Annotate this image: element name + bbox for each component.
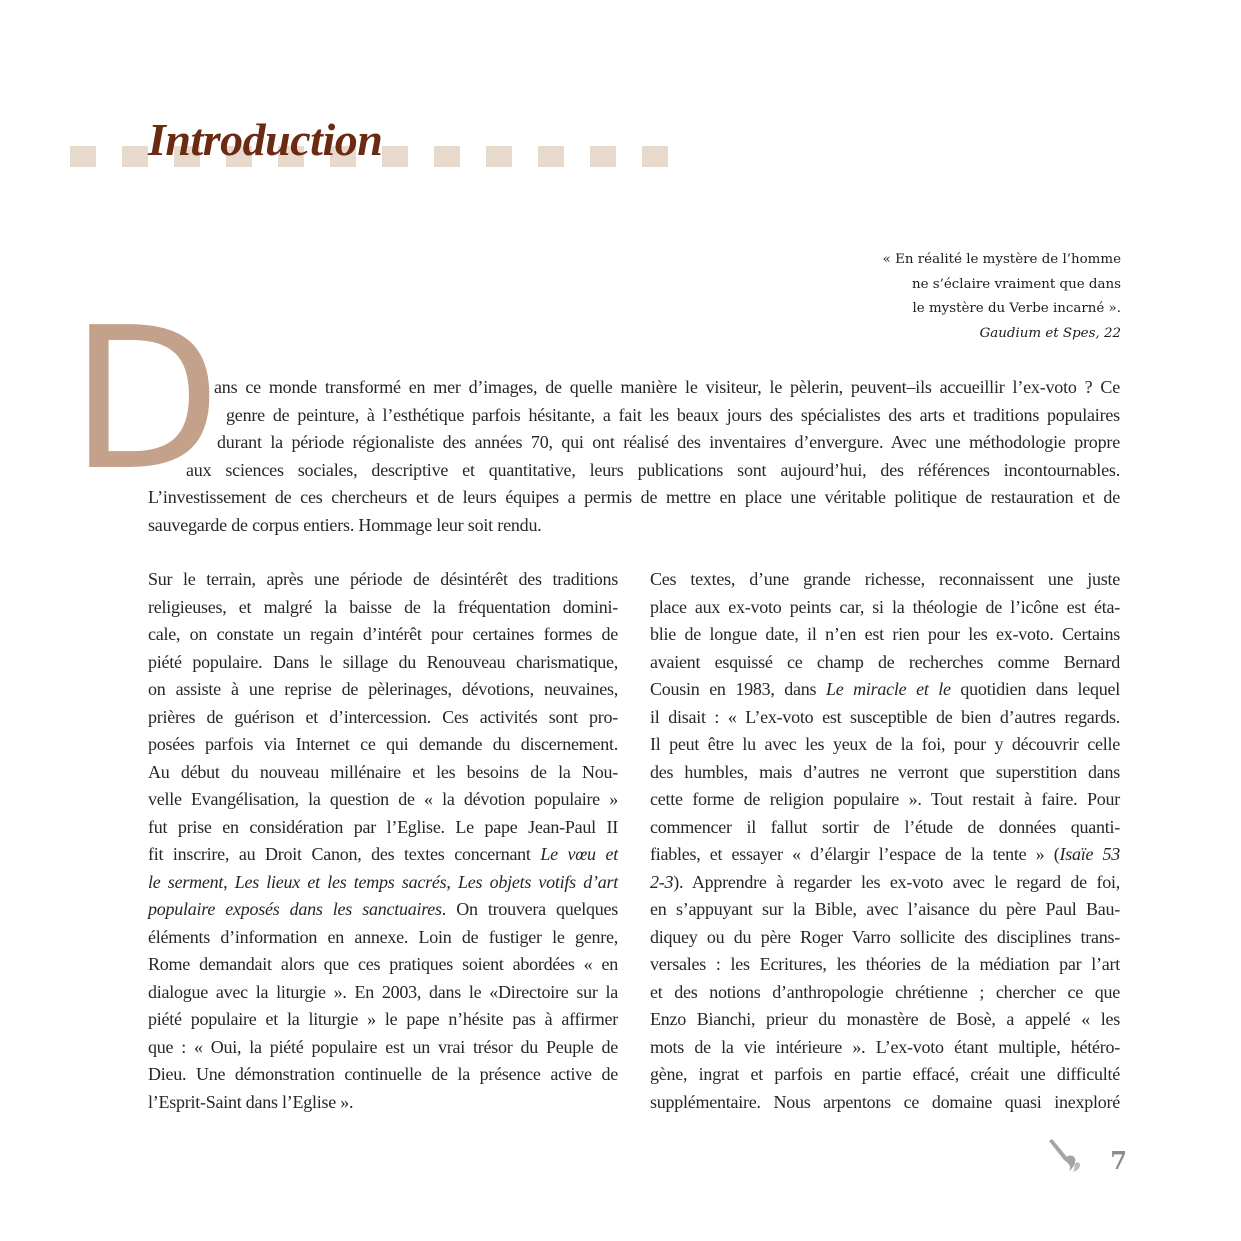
- text-line: Au début du nouveau millénaire et les besoins de la Nou-: [148, 761, 618, 782]
- page-footer: [1047, 1136, 1127, 1176]
- epigraph-line: le mystère du Verbe incarné ».: [912, 301, 1121, 317]
- lead-line: durant la période régionaliste des années 70, qui ont réalisé des inventaires d’envergure. Avec une méthodologie propre: [217, 432, 1120, 452]
- text-run: fit inscrire, au Droit Canon, des textes concernant: [148, 844, 541, 864]
- text-line: fut prise en considération par l’Eglise. Le pape Jean-Paul II: [148, 816, 618, 837]
- text-line: Ces textes, d’une grande richesse, reconnaissent une juste: [650, 569, 1120, 589]
- text-line: en s’appuyant sur la Bible, avec l’aisance du père Paul Bau-: [650, 899, 1120, 919]
- page-title: Introduction: [148, 114, 383, 165]
- text-line: l’Esprit-Saint dans l’Eglise ».: [148, 1091, 354, 1112]
- text-line: que : « Oui, la piété populaire est un vrai trésor du Peuple de: [148, 1036, 618, 1057]
- text-line: Il peut être lu avec les yeux de la foi, pour y découvrir celle: [650, 734, 1120, 754]
- text-line: piété populaire. Dans le sillage du Renouveau charismatique,: [148, 651, 618, 672]
- epigraph-line: ne s’éclaire vraiment que dans: [911, 276, 1121, 292]
- lead-line: aux sciences sociales, descriptive et quantitative, leurs publications sont aujourd’hui, des références incontournables.: [186, 459, 1120, 480]
- italic-title: populaire exposés dans les sanctuaires: [148, 899, 442, 919]
- lead-line: genre de peinture, à l’esthétique parfois hésitante, a fait les beaux jours des spécialistes des arts et traditions populaires: [226, 404, 1120, 425]
- text-run: ,: [446, 871, 458, 892]
- text-line: diquey ou du père Roger Varro sollicite des disciplines trans-: [650, 926, 1120, 947]
- text-line: place aux ex-voto peints car, si la théologie de l’icône est éta-: [650, 596, 1120, 617]
- lead-paragraph: [148, 374, 1120, 539]
- text-line: [148, 869, 618, 897]
- text-line: Dieu. Une démonstration continuelle de la présence active de: [148, 1064, 618, 1084]
- text-line: Sur le terrain, après une période de désintérêt des traditions: [148, 569, 618, 589]
- text-line: il disait : « L’ex-voto est susceptible de bien d’autres regards.: [650, 706, 1120, 727]
- text-line: Enzo Bianchi, prieur du monastère de Bosè, a appelé « les: [650, 1009, 1120, 1029]
- text-run: ,: [223, 871, 235, 892]
- text-line: [650, 676, 1120, 704]
- italic-title: Le miracle et le: [825, 679, 951, 699]
- text-line: versales : les Ecritures, les théories de la médiation par l’art: [650, 954, 1120, 974]
- text-line: [650, 869, 1120, 897]
- text-line: on assiste à une reprise de pèlerinages, dévotions, neuvaines,: [148, 679, 618, 699]
- lead-line: ans ce monde transformé en mer d’images, de quelle manière le visiteur, le pèlerin, peuvent–ils accueillir l’ex-voto ? Ce: [214, 377, 1120, 397]
- text-run: Cousin en 1983, dans: [650, 679, 826, 699]
- text-line: cale, on constate un regain d’intérêt pour certaines formes de: [148, 624, 618, 644]
- left-column: [148, 566, 618, 1116]
- lead-line: sauvegarde de corpus entiers. Hommage leur soit rendu.: [148, 514, 542, 535]
- text-line: prières de guérison et d’intercession. Ces activités sont pro-: [148, 706, 618, 727]
- text-line: avaient esquissé ce champ de recherches comme Bernard: [650, 651, 1120, 672]
- text-run: ). Apprendre à regarder les ex-voto avec le regard de foi,: [673, 871, 1120, 892]
- epigraph-line: « En réalité le mystère de l’homme: [882, 252, 1121, 267]
- lead-line: L’investissement de ces chercheurs et de leurs équipes a permis de mettre en place une véritable politique de restauration et de: [148, 487, 1120, 507]
- brush-icon: [1047, 1138, 1087, 1174]
- text-line: mots de la vie intérieure ». L’ex-voto étant multiple, hétéro-: [650, 1036, 1120, 1057]
- italic-reference: Isaïe 53: [1059, 844, 1120, 864]
- text-run: quotidien dans lequel: [950, 679, 1121, 699]
- italic-title: Les lieux et les temps sacrés: [234, 871, 447, 892]
- text-line: Rome demandait alors que ces pratiques soient abordées « en: [148, 954, 618, 974]
- text-line: commencer il fallut sortir de l’étude de données quanti-: [650, 816, 1120, 837]
- text-line: posées parfois via Internet ce qui demande du discernement.: [148, 734, 618, 754]
- epigraph: [761, 248, 1121, 346]
- text-run: fiables, et essayer « d’élargir l’espace de la tente » (: [650, 844, 1060, 864]
- text-line: blie de longue date, il n’en est rien pour les ex-voto. Certains: [650, 624, 1120, 644]
- text-line: [650, 841, 1120, 869]
- text-line: et des notions d’anthropologie chrétienne ; chercher ce que: [650, 981, 1120, 1002]
- text-line: velle Evangélisation, la question de « la dévotion populaire »: [148, 789, 618, 809]
- italic-title: Le vœu et: [540, 844, 618, 864]
- text-line: supplémentaire. Nous arpentons ce domaine quasi inexploré: [650, 1091, 1120, 1112]
- epigraph-source: Gaudium et Spes, 22: [979, 325, 1121, 341]
- italic-title: le serment: [148, 871, 224, 892]
- italic-reference: 2-3: [650, 871, 674, 892]
- right-column: [650, 566, 1120, 1116]
- text-line: [148, 896, 618, 924]
- text-line: éléments d’information en annexe. Loin de fustiger le genre,: [148, 926, 618, 947]
- drop-cap: D: [70, 286, 221, 514]
- text-line: [148, 841, 618, 869]
- text-run: . On trouvera quelques: [441, 899, 618, 919]
- text-line: cette forme de religion populaire ». Tout restait à faire. Pour: [650, 789, 1120, 809]
- text-line: gène, ingrat et parfois en partie effacé, créait une difficulté: [650, 1064, 1120, 1084]
- page-number: 7: [1110, 1146, 1127, 1175]
- text-line: dialogue avec la liturgie ». En 2003, dans le «Directoire sur la: [148, 981, 618, 1002]
- text-line: religieuses, et malgré la baisse de la fréquentation domini-: [148, 596, 618, 617]
- italic-title: Les objets votifs d’art: [457, 871, 619, 892]
- text-line: piété populaire et la liturgie » le pape n’hésite pas à affirmer: [148, 1009, 618, 1029]
- text-line: des humbles, mais d’autres ne verront que superstition dans: [650, 761, 1120, 782]
